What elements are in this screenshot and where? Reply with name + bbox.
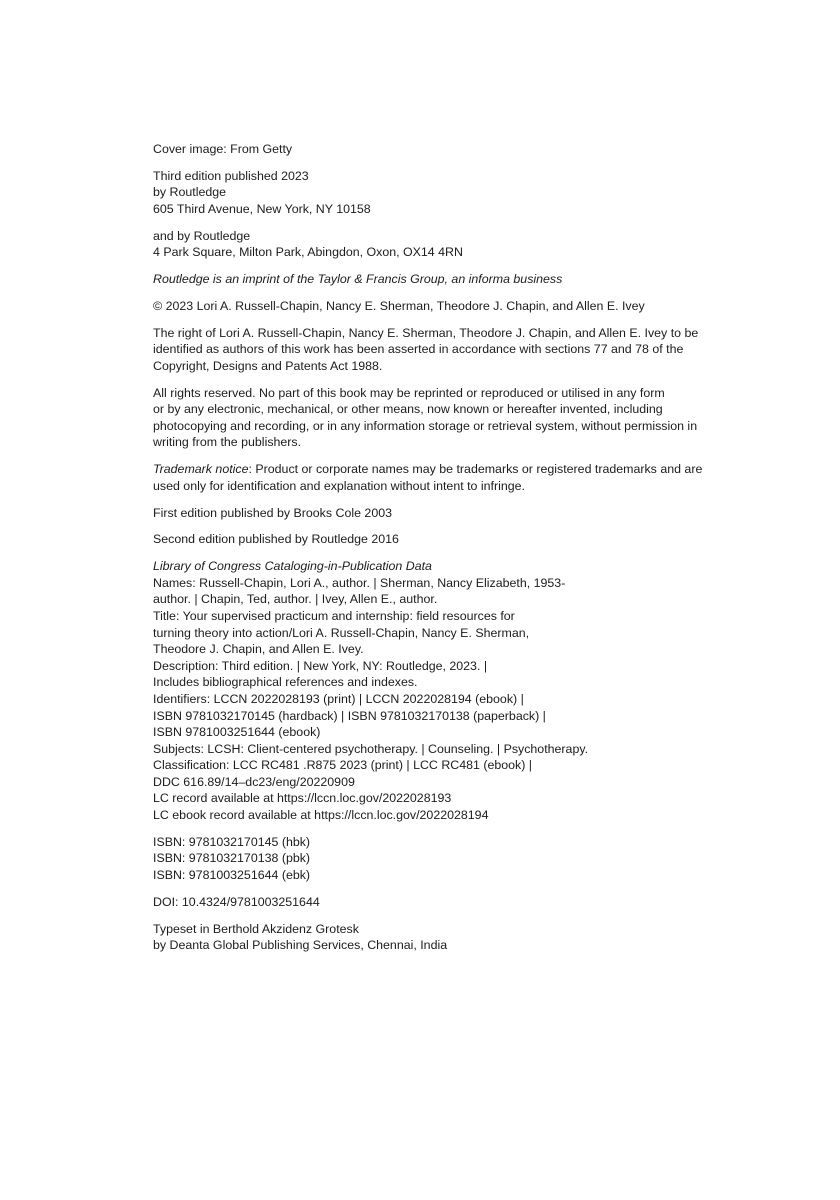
moral-right-line: Copyright, Designs and Patents Act 1988. xyxy=(153,358,383,373)
imprint-text: Routledge is an imprint of the Taylor & Francis Group, an informa business xyxy=(153,272,563,287)
second-edition-text: Second edition published by Routledge 2016 xyxy=(153,532,399,547)
cip-line: Description: Third edition. | New York, NY: Routledge, 2023. | xyxy=(153,658,488,673)
isbn-line: ISBN: 9781032170145 (hbk) xyxy=(153,834,311,849)
trademark-text: : Product or corporate names may be trademarks or registered trademarks and are xyxy=(248,462,703,477)
rights-line: or by any electronic, mechanical, or other means, now known or hereafter invented, including xyxy=(153,402,663,417)
cip-line: Classification: LCC RC481 .R875 2023 (print) | LCC RC481 (ebook) | xyxy=(153,758,533,773)
publication-details xyxy=(153,168,753,218)
first-edition-note xyxy=(153,505,753,522)
cip-line: LC ebook record available at https://lccn.loc.gov/2022028194 xyxy=(153,808,489,823)
typeset-line: by Deanta Global Publishing Services, Chennai, India xyxy=(153,938,448,953)
cip-data xyxy=(153,558,753,824)
cover-credit-text: Cover image: From Getty xyxy=(153,142,293,156)
cip-line: Theodore J. Chapin, and Allen E. Ivey. xyxy=(153,642,364,657)
publication-line: Third edition published 2023 xyxy=(153,168,309,183)
typeset-note xyxy=(153,921,753,954)
rights-line: writing from the publishers. xyxy=(153,435,302,450)
first-edition-text: First edition published by Brooks Cole 2003 xyxy=(153,505,392,520)
cip-line: DDC 616.89/14–dc23/eng/20220909 xyxy=(153,774,355,789)
doi-note xyxy=(153,894,753,911)
isbn-line: ISBN: 9781032170138 (pbk) xyxy=(153,851,311,866)
publication-line: 605 Third Avenue, New York, NY 10158 xyxy=(153,201,371,216)
moral-right-line: identified as authors of this work has been asserted in accordance with sections 77 and 78 of the xyxy=(153,342,684,357)
rights-line: photocopying and recording, or in any information storage or retrieval system, without permission in xyxy=(153,418,698,433)
publication-uk-details xyxy=(153,228,753,261)
moral-right-line: The right of Lori A. Russell-Chapin, Nancy E. Sherman, Theodore J. Chapin, and Allen E. Ivey to be xyxy=(153,325,699,340)
copyright-text: © 2023 Lori A. Russell-Chapin, Nancy E. Sherman, Theodore J. Chapin, and Allen E. Ivey xyxy=(153,298,645,313)
typeset-line: Typeset in Berthold Akzidenz Grotesk xyxy=(153,921,359,936)
cip-line: author. | Chapin, Ted, author. | Ivey, Allen E., author. xyxy=(153,592,438,607)
copyright-page xyxy=(153,141,753,964)
trademark-line xyxy=(153,461,753,478)
publication-line: by Routledge xyxy=(153,185,227,200)
doi-text: DOI: 10.4324/9781003251644 xyxy=(153,894,320,909)
trademark-label: Trademark notice xyxy=(153,462,249,477)
cip-line: Identifiers: LCCN 2022028193 (print) | LCCN 2022028194 (ebook) | xyxy=(153,691,524,706)
imprint-note xyxy=(153,271,753,288)
cip-line: Includes bibliographical references and indexes. xyxy=(153,675,418,690)
cover-credit xyxy=(153,141,753,158)
rights-reserved-notice xyxy=(153,385,753,451)
cip-line: LC record available at https://lccn.loc.gov/2022028193 xyxy=(153,791,452,806)
cip-line: ISBN 9781032170145 (hardback) | ISBN 9781032170138 (paperback) | xyxy=(153,708,546,723)
cip-line: Names: Russell-Chapin, Lori A., author. | Sherman, Nancy Elizabeth, 1953- xyxy=(153,575,566,590)
isbn-line: ISBN: 9781003251644 (ebk) xyxy=(153,868,311,883)
isbn-list xyxy=(153,834,753,884)
trademark-notice xyxy=(153,461,753,494)
cip-line: turning theory into action/Lori A. Russell-Chapin, Nancy E. Sherman, xyxy=(153,625,530,640)
moral-right-notice xyxy=(153,325,753,375)
cip-heading: Library of Congress Cataloging-in-Publication Data xyxy=(153,559,432,574)
second-edition-note xyxy=(153,531,753,548)
publication-uk-line: 4 Park Square, Milton Park, Abingdon, Oxon, OX14 4RN xyxy=(153,245,463,260)
rights-line: All rights reserved. No part of this book may be reprinted or reproduced or utilised in any form xyxy=(153,385,665,400)
cip-line: Subjects: LCSH: Client-centered psychotherapy. | Counseling. | Psychotherapy. xyxy=(153,741,589,756)
copyright-notice xyxy=(153,298,753,315)
publication-uk-line: and by Routledge xyxy=(153,228,251,243)
trademark-line: used only for identification and explanation without intent to infringe. xyxy=(153,478,525,493)
cip-line: Title: Your supervised practicum and internship: field resources for xyxy=(153,608,515,623)
cip-line: ISBN 9781003251644 (ebook) xyxy=(153,725,321,740)
